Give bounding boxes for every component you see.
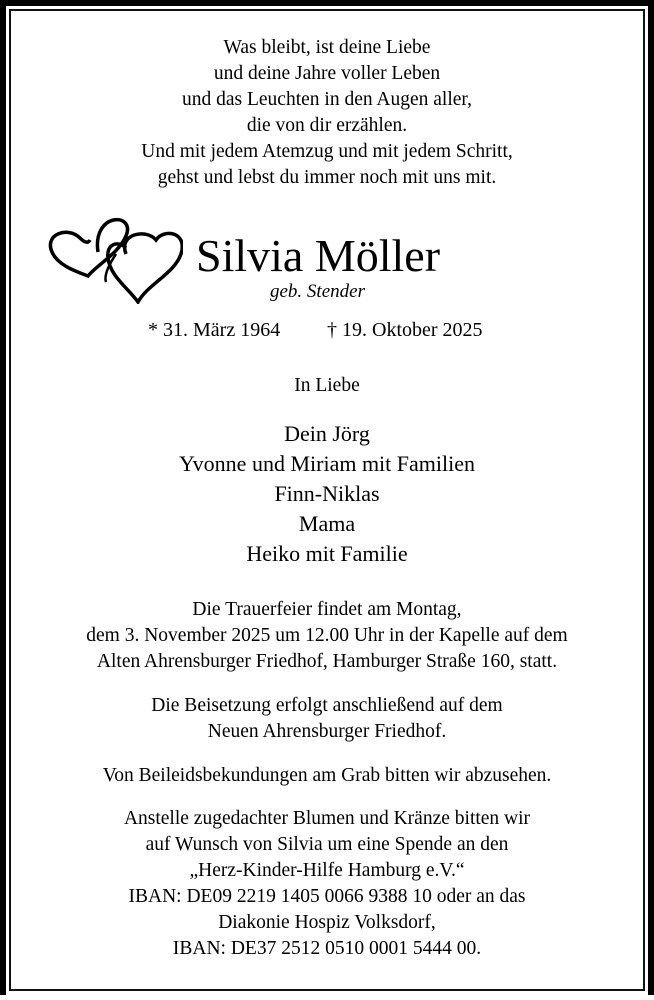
donation-line: Anstelle zugedachter Blumen und Kränze bitten wir (123, 808, 531, 829)
donation-line: IBAN: DE37 2512 0510 0001 5444 00. (172, 938, 482, 959)
poem-line: Was bleibt, ist deine Liebe (223, 37, 431, 58)
donation-info (0, 806, 654, 962)
poem-line: gehst und lebst du immer noch mit uns mit. (157, 167, 497, 188)
poem-line: und das Leuchten in den Augen aller, (181, 89, 472, 110)
poem-line: und deine Jahre voller Leben (213, 63, 441, 84)
service-info (0, 597, 654, 675)
death-date: † 19. Oktober 2025 (327, 319, 483, 341)
condolences-note: Von Beileidsbekundungen am Grab bitten wir abzusehen. (102, 765, 552, 786)
family-member: Mama (298, 511, 356, 536)
birth-date: * 31. März 1964 (148, 319, 281, 341)
family-member: Finn-Niklas (274, 481, 380, 506)
donation-line: Diakonie Hospiz Volksdorf, (218, 912, 436, 933)
poem-line: Und mit jedem Atemzug und mit jedem Schritt, (141, 141, 513, 162)
donation-line: „Herz-Kinder-Hilfe Hamburg e.V.“ (189, 860, 465, 881)
burial-line: Die Beisetzung erfolgt anschließend auf dem (151, 695, 503, 716)
family-member: Heiko mit Familie (246, 541, 408, 566)
burial-line: Neuen Ahrensburger Friedhof. (207, 721, 447, 742)
deceased-name: Silvia Möller (196, 230, 441, 281)
donation-line: IBAN: DE09 2219 1405 0066 9388 10 oder an das (128, 886, 526, 907)
family-list (0, 419, 654, 569)
donation-line: auf Wunsch von Silvia um eine Spende an den (145, 834, 509, 855)
service-line: Alten Ahrensburger Friedhof, Hamburger Straße 160, statt. (96, 651, 558, 672)
service-line: Die Trauerfeier findet am Montag, (192, 599, 462, 620)
family-member: Dein Jörg (284, 421, 370, 446)
birth-name: geb. Stender (270, 281, 365, 302)
poem-line: die von dir erzählen. (246, 115, 408, 136)
burial-info (0, 693, 654, 745)
poem (0, 35, 654, 191)
intro-text: In Liebe (294, 375, 360, 396)
family-member: Yvonne und Miriam mit Familien (179, 451, 475, 476)
service-line: dem 3. November 2025 um 12.00 Uhr in der Kapelle auf dem (86, 625, 568, 646)
two-hearts-icon (48, 214, 183, 304)
